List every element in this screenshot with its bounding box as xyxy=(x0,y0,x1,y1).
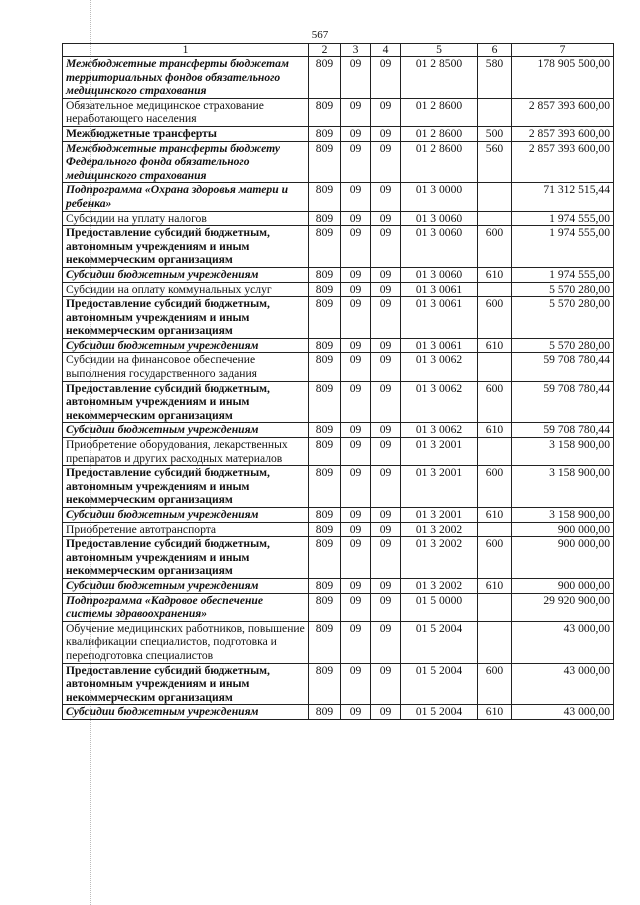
header-col-4: 4 xyxy=(371,44,401,57)
table-row xyxy=(63,126,614,141)
row-amount: 3 158 900,00 xyxy=(512,508,614,523)
row-section: 09 xyxy=(341,621,371,663)
row-section: 09 xyxy=(341,141,371,183)
row-gr-code: 809 xyxy=(309,353,341,381)
row-name: Подпрограмма «Охрана здоровья матери и ребенка» xyxy=(63,183,309,211)
row-subsection: 09 xyxy=(371,578,401,593)
row-name: Субсидии на финансовое обеспечение выполнения государственного задания xyxy=(63,353,309,381)
row-expense-type xyxy=(478,353,512,381)
row-amount: 1 974 555,00 xyxy=(512,267,614,282)
table-row xyxy=(63,98,614,126)
row-section: 09 xyxy=(341,226,371,268)
row-target-article: 01 5 2004 xyxy=(401,663,478,705)
row-amount: 900 000,00 xyxy=(512,537,614,579)
row-subsection: 09 xyxy=(371,141,401,183)
row-amount: 2 857 393 600,00 xyxy=(512,126,614,141)
table-row xyxy=(63,423,614,438)
row-name: Приобретение оборудования, лекарственных препаратов и других расходных материалов xyxy=(63,438,309,466)
row-amount: 2 857 393 600,00 xyxy=(512,98,614,126)
row-section: 09 xyxy=(341,593,371,621)
header-col-6: 6 xyxy=(478,44,512,57)
row-amount: 43 000,00 xyxy=(512,621,614,663)
row-subsection: 09 xyxy=(371,537,401,579)
row-expense-type: 610 xyxy=(478,338,512,353)
row-subsection: 09 xyxy=(371,438,401,466)
row-gr-code: 809 xyxy=(309,522,341,537)
row-expense-type xyxy=(478,211,512,226)
row-subsection: 09 xyxy=(371,621,401,663)
row-subsection: 09 xyxy=(371,381,401,423)
header-row xyxy=(63,44,614,57)
row-target-article: 01 3 2001 xyxy=(401,508,478,523)
row-gr-code: 809 xyxy=(309,438,341,466)
row-gr-code: 809 xyxy=(309,663,341,705)
row-amount: 59 708 780,44 xyxy=(512,423,614,438)
row-gr-code: 809 xyxy=(309,508,341,523)
row-expense-type xyxy=(478,593,512,621)
row-gr-code: 809 xyxy=(309,141,341,183)
table-row xyxy=(63,466,614,508)
row-gr-code: 809 xyxy=(309,211,341,226)
row-name: Субсидии бюджетным учреждениям xyxy=(63,705,309,720)
row-section: 09 xyxy=(341,282,371,297)
table-row xyxy=(63,226,614,268)
row-target-article: 01 3 0060 xyxy=(401,211,478,226)
table-row xyxy=(63,211,614,226)
row-name: Приобретение автотранспорта xyxy=(63,522,309,537)
row-target-article: 01 3 2001 xyxy=(401,466,478,508)
row-target-article: 01 2 8600 xyxy=(401,141,478,183)
table-row xyxy=(63,508,614,523)
row-section: 09 xyxy=(341,508,371,523)
row-target-article: 01 3 0060 xyxy=(401,267,478,282)
row-amount: 71 312 515,44 xyxy=(512,183,614,211)
page-number: 567 xyxy=(311,29,329,41)
row-name: Предоставление субсидий бюджетным, автономным учреждениям и иным некоммерческим организациям xyxy=(63,297,309,339)
table-row xyxy=(63,705,614,720)
row-expense-type: 580 xyxy=(478,57,512,99)
row-amount: 3 158 900,00 xyxy=(512,466,614,508)
row-name: Предоставление субсидий бюджетным, автономным учреждениям и иным некоммерческим организациям xyxy=(63,381,309,423)
row-target-article: 01 3 2001 xyxy=(401,438,478,466)
header-col-3: 3 xyxy=(341,44,371,57)
row-name: Субсидии бюджетным учреждениям xyxy=(63,423,309,438)
row-target-article: 01 5 2004 xyxy=(401,705,478,720)
row-expense-type: 500 xyxy=(478,126,512,141)
row-subsection: 09 xyxy=(371,423,401,438)
row-amount: 29 920 900,00 xyxy=(512,593,614,621)
row-expense-type xyxy=(478,522,512,537)
row-target-article: 01 3 0062 xyxy=(401,381,478,423)
row-subsection: 09 xyxy=(371,183,401,211)
row-name: Межбюджетные трансферты бюджету Федерального фонда обязательного медицинского страхования xyxy=(63,141,309,183)
row-name: Предоставление субсидий бюджетным, автономным учреждениям и иным некоммерческим организациям xyxy=(63,466,309,508)
table-row xyxy=(63,57,614,99)
row-expense-type xyxy=(478,438,512,466)
row-section: 09 xyxy=(341,537,371,579)
row-name: Подпрограмма «Кадровое обеспечение системы здравоохранения» xyxy=(63,593,309,621)
row-name: Субсидии бюджетным учреждениям xyxy=(63,578,309,593)
row-gr-code: 809 xyxy=(309,593,341,621)
row-name: Предоставление субсидий бюджетным, автономным учреждениям и иным некоммерческим организациям xyxy=(63,663,309,705)
row-target-article: 01 3 0061 xyxy=(401,338,478,353)
row-target-article: 01 3 0062 xyxy=(401,423,478,438)
row-name: Субсидии бюджетным учреждениям xyxy=(63,338,309,353)
row-amount: 5 570 280,00 xyxy=(512,338,614,353)
table-row xyxy=(63,381,614,423)
row-gr-code: 809 xyxy=(309,297,341,339)
row-gr-code: 809 xyxy=(309,338,341,353)
table-row xyxy=(63,663,614,705)
row-expense-type: 610 xyxy=(478,705,512,720)
row-amount: 43 000,00 xyxy=(512,663,614,705)
row-amount: 2 857 393 600,00 xyxy=(512,141,614,183)
row-section: 09 xyxy=(341,353,371,381)
row-gr-code: 809 xyxy=(309,578,341,593)
row-section: 09 xyxy=(341,466,371,508)
row-target-article: 01 3 0061 xyxy=(401,297,478,339)
header-col-5: 5 xyxy=(401,44,478,57)
row-expense-type: 560 xyxy=(478,141,512,183)
row-section: 09 xyxy=(341,98,371,126)
row-section: 09 xyxy=(341,663,371,705)
row-section: 09 xyxy=(341,522,371,537)
table-row xyxy=(63,338,614,353)
row-section: 09 xyxy=(341,126,371,141)
row-subsection: 09 xyxy=(371,593,401,621)
row-expense-type xyxy=(478,183,512,211)
row-section: 09 xyxy=(341,183,371,211)
row-amount: 5 570 280,00 xyxy=(512,282,614,297)
row-gr-code: 809 xyxy=(309,705,341,720)
row-subsection: 09 xyxy=(371,338,401,353)
row-gr-code: 809 xyxy=(309,381,341,423)
row-expense-type: 600 xyxy=(478,537,512,579)
row-gr-code: 809 xyxy=(309,226,341,268)
row-section: 09 xyxy=(341,338,371,353)
row-target-article: 01 5 2004 xyxy=(401,621,478,663)
budget-table xyxy=(62,43,614,720)
row-expense-type: 600 xyxy=(478,381,512,423)
row-amount: 5 570 280,00 xyxy=(512,297,614,339)
row-target-article: 01 3 0061 xyxy=(401,282,478,297)
table-row xyxy=(63,141,614,183)
row-section: 09 xyxy=(341,578,371,593)
row-expense-type: 600 xyxy=(478,297,512,339)
row-expense-type: 600 xyxy=(478,226,512,268)
table-row xyxy=(63,183,614,211)
row-section: 09 xyxy=(341,267,371,282)
row-name: Субсидии бюджетным учреждениям xyxy=(63,508,309,523)
row-section: 09 xyxy=(341,705,371,720)
table-row xyxy=(63,537,614,579)
row-gr-code: 809 xyxy=(309,537,341,579)
table-row xyxy=(63,522,614,537)
row-subsection: 09 xyxy=(371,353,401,381)
row-gr-code: 809 xyxy=(309,57,341,99)
row-subsection: 09 xyxy=(371,57,401,99)
row-section: 09 xyxy=(341,423,371,438)
row-gr-code: 809 xyxy=(309,183,341,211)
row-expense-type: 610 xyxy=(478,508,512,523)
row-subsection: 09 xyxy=(371,126,401,141)
row-target-article: 01 3 2002 xyxy=(401,578,478,593)
row-amount: 900 000,00 xyxy=(512,522,614,537)
row-target-article: 01 3 2002 xyxy=(401,522,478,537)
row-target-article: 01 2 8600 xyxy=(401,126,478,141)
row-gr-code: 809 xyxy=(309,621,341,663)
row-subsection: 09 xyxy=(371,98,401,126)
row-amount: 59 708 780,44 xyxy=(512,353,614,381)
header-col-2: 2 xyxy=(309,44,341,57)
row-target-article: 01 3 0062 xyxy=(401,353,478,381)
row-expense-type: 610 xyxy=(478,267,512,282)
row-subsection: 09 xyxy=(371,705,401,720)
row-subsection: 09 xyxy=(371,466,401,508)
row-gr-code: 809 xyxy=(309,466,341,508)
row-target-article: 01 3 0000 xyxy=(401,183,478,211)
table-row xyxy=(63,621,614,663)
row-expense-type xyxy=(478,621,512,663)
row-subsection: 09 xyxy=(371,297,401,339)
row-name: Субсидии на уплату налогов xyxy=(63,211,309,226)
row-gr-code: 809 xyxy=(309,98,341,126)
row-subsection: 09 xyxy=(371,226,401,268)
row-name: Субсидии на оплату коммунальных услуг xyxy=(63,282,309,297)
row-section: 09 xyxy=(341,57,371,99)
row-subsection: 09 xyxy=(371,211,401,226)
row-expense-type: 600 xyxy=(478,663,512,705)
row-name: Межбюджетные трансферты xyxy=(63,126,309,141)
table-row xyxy=(63,578,614,593)
row-expense-type: 610 xyxy=(478,423,512,438)
row-name: Предоставление субсидий бюджетным, автономным учреждениям и иным некоммерческим организациям xyxy=(63,537,309,579)
row-name: Межбюджетные трансферты бюджетам территориальных фондов обязательного медицинского страхования xyxy=(63,57,309,99)
row-target-article: 01 3 2002 xyxy=(401,537,478,579)
row-subsection: 09 xyxy=(371,663,401,705)
row-name: Обучение медицинских работников, повышение квалификации специалистов, подготовка и переподготовка специалистов xyxy=(63,621,309,663)
table-row xyxy=(63,267,614,282)
row-subsection: 09 xyxy=(371,508,401,523)
row-subsection: 09 xyxy=(371,282,401,297)
table-row xyxy=(63,282,614,297)
row-expense-type: 610 xyxy=(478,578,512,593)
row-amount: 1 974 555,00 xyxy=(512,226,614,268)
row-gr-code: 809 xyxy=(309,126,341,141)
table-row xyxy=(63,593,614,621)
row-amount: 59 708 780,44 xyxy=(512,381,614,423)
row-amount: 43 000,00 xyxy=(512,705,614,720)
row-amount: 3 158 900,00 xyxy=(512,438,614,466)
row-name: Субсидии бюджетным учреждениям xyxy=(63,267,309,282)
row-gr-code: 809 xyxy=(309,423,341,438)
row-subsection: 09 xyxy=(371,522,401,537)
row-amount: 1 974 555,00 xyxy=(512,211,614,226)
row-expense-type: 600 xyxy=(478,466,512,508)
table-row xyxy=(63,353,614,381)
row-target-article: 01 2 8600 xyxy=(401,98,478,126)
row-target-article: 01 2 8500 xyxy=(401,57,478,99)
row-name: Предоставление субсидий бюджетным, автономным учреждениям и иным некоммерческим организациям xyxy=(63,226,309,268)
row-expense-type xyxy=(478,98,512,126)
header-col-1: 1 xyxy=(63,44,309,57)
row-section: 09 xyxy=(341,438,371,466)
table-row xyxy=(63,438,614,466)
row-section: 09 xyxy=(341,297,371,339)
row-amount: 900 000,00 xyxy=(512,578,614,593)
row-expense-type xyxy=(478,282,512,297)
row-gr-code: 809 xyxy=(309,267,341,282)
row-target-article: 01 5 0000 xyxy=(401,593,478,621)
row-section: 09 xyxy=(341,381,371,423)
table-row xyxy=(63,297,614,339)
row-section: 09 xyxy=(341,211,371,226)
row-amount: 178 905 500,00 xyxy=(512,57,614,99)
row-gr-code: 809 xyxy=(309,282,341,297)
row-name: Обязательное медицинское страхование неработающего населения xyxy=(63,98,309,126)
table-body xyxy=(63,57,614,720)
row-target-article: 01 3 0060 xyxy=(401,226,478,268)
header-col-7: 7 xyxy=(512,44,614,57)
row-subsection: 09 xyxy=(371,267,401,282)
